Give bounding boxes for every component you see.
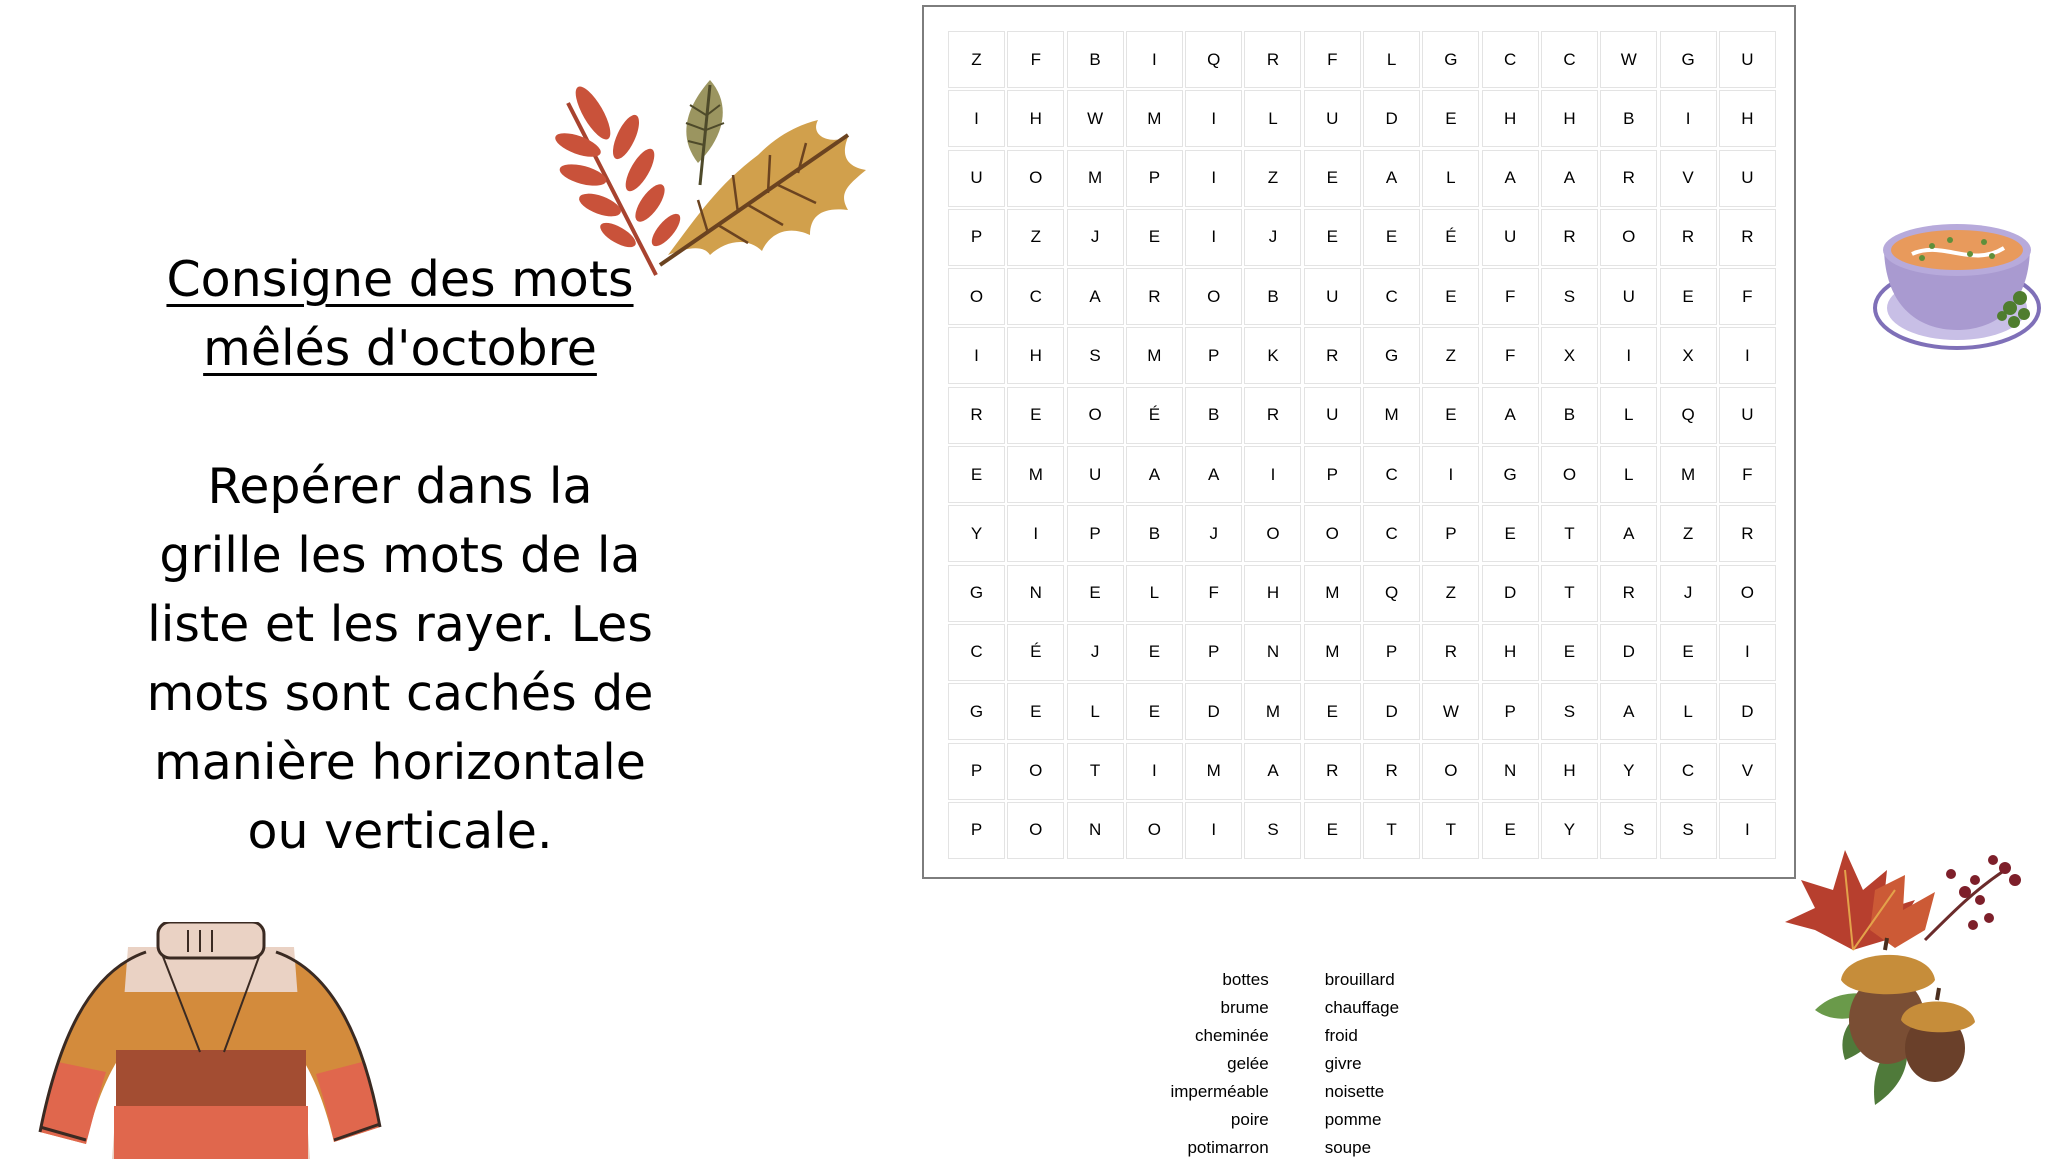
word-list-item: brouillard (1324, 970, 1395, 989)
grid-cell[interactable]: E (1126, 209, 1183, 266)
word-list-item: froid (1324, 1026, 1358, 1045)
grid-cell[interactable]: D (1185, 683, 1242, 740)
word-list-item: noisette (1324, 1082, 1385, 1101)
grid-cell[interactable]: R (1244, 31, 1301, 88)
grid-cell[interactable]: D (1363, 683, 1420, 740)
grid-cell[interactable]: B (1600, 90, 1657, 147)
grid-cell[interactable]: U (1304, 268, 1361, 325)
grid-cell[interactable]: P (1482, 683, 1539, 740)
grid-cell[interactable]: G (1482, 446, 1539, 503)
grid-cell[interactable]: I (1185, 209, 1242, 266)
grid-cell[interactable]: A (1541, 150, 1598, 207)
grid-cell[interactable]: E (1007, 683, 1064, 740)
grid-cell[interactable]: H (1719, 90, 1776, 147)
grid-cell[interactable]: R (1541, 209, 1598, 266)
grid-cell[interactable]: R (1719, 505, 1776, 562)
grid-cell[interactable]: F (1719, 268, 1776, 325)
grid-cell[interactable]: B (1126, 505, 1183, 562)
grid-cell[interactable]: R (1304, 327, 1361, 384)
grid-cell[interactable]: L (1244, 90, 1301, 147)
grid-cell[interactable]: É (1007, 624, 1064, 681)
grid-cell[interactable]: O (1244, 505, 1301, 562)
word-search-frame (922, 5, 1796, 879)
grid-cell[interactable]: P (948, 802, 1005, 859)
grid-cell[interactable]: F (1482, 268, 1539, 325)
grid-cell[interactable]: O (1126, 802, 1183, 859)
grid-cell[interactable]: C (1363, 505, 1420, 562)
grid-cell[interactable]: I (1007, 505, 1064, 562)
grid-cell[interactable]: Q (1185, 31, 1242, 88)
grid-cell[interactable]: H (1482, 90, 1539, 147)
grid-cell[interactable]: R (1126, 268, 1183, 325)
grid-cell[interactable]: G (1422, 31, 1479, 88)
grid-cell[interactable]: E (1126, 683, 1183, 740)
grid-cell[interactable]: P (1363, 624, 1420, 681)
grid-cell[interactable]: L (1600, 387, 1657, 444)
grid-cell[interactable]: P (1067, 505, 1124, 562)
grid-cell[interactable]: X (1541, 327, 1598, 384)
grid-cell[interactable]: L (1363, 31, 1420, 88)
grid-cell[interactable]: T (1422, 802, 1479, 859)
grid-cell[interactable]: F (1185, 565, 1242, 622)
grid-cell[interactable]: R (948, 387, 1005, 444)
grid-cell[interactable]: Z (1007, 209, 1064, 266)
grid-cell[interactable]: N (1007, 565, 1064, 622)
word-list (1140, 966, 1440, 1162)
grid-cell[interactable]: V (1660, 150, 1717, 207)
instructions-panel (140, 245, 660, 866)
grid-cell[interactable]: O (1007, 743, 1064, 800)
grid-cell[interactable]: A (1600, 505, 1657, 562)
grid-cell[interactable]: C (948, 624, 1005, 681)
grid-cell[interactable]: U (1600, 268, 1657, 325)
grid-cell[interactable]: A (1126, 446, 1183, 503)
grid-cell[interactable]: T (1541, 565, 1598, 622)
grid-cell[interactable]: G (948, 683, 1005, 740)
grid-cell[interactable]: K (1244, 327, 1301, 384)
grid-cell[interactable]: M (1660, 446, 1717, 503)
grid-cell[interactable]: I (1126, 743, 1183, 800)
instructions-title-line: mêlés d'octobre (203, 320, 597, 377)
grid-cell[interactable]: C (1007, 268, 1064, 325)
grid-cell[interactable]: R (1600, 565, 1657, 622)
grid-cell[interactable]: E (1007, 387, 1064, 444)
instructions-title-line: Consigne des mots (166, 251, 634, 308)
grid-cell[interactable]: Y (948, 505, 1005, 562)
grid-cell[interactable]: C (1660, 743, 1717, 800)
grid-cell[interactable]: I (1422, 446, 1479, 503)
grid-cell[interactable]: I (1600, 327, 1657, 384)
grid-cell[interactable]: F (1304, 31, 1361, 88)
grid-cell[interactable]: O (1007, 802, 1064, 859)
grid-cell[interactable]: U (1719, 387, 1776, 444)
grid-cell[interactable]: O (1541, 446, 1598, 503)
grid-cell[interactable]: E (1304, 802, 1361, 859)
grid-cell[interactable]: U (1719, 31, 1776, 88)
grid-cell[interactable]: D (1719, 683, 1776, 740)
grid-cell[interactable]: T (1363, 802, 1420, 859)
grid-cell[interactable]: O (1422, 743, 1479, 800)
grid-cell[interactable]: M (1304, 565, 1361, 622)
grid-cell[interactable]: E (948, 446, 1005, 503)
grid-cell[interactable]: I (1185, 90, 1242, 147)
grid-cell[interactable]: R (1660, 209, 1717, 266)
grid-cell[interactable]: B (1244, 268, 1301, 325)
grid-cell[interactable]: R (1244, 387, 1301, 444)
instructions-line: mots sont cachés de (146, 665, 654, 722)
grid-cell[interactable]: P (948, 743, 1005, 800)
grid-cell[interactable]: V (1719, 743, 1776, 800)
grid-cell[interactable]: O (1185, 268, 1242, 325)
grid-cell[interactable]: U (1067, 446, 1124, 503)
grid-cell[interactable]: I (948, 90, 1005, 147)
acorns-icon (1775, 830, 2035, 1105)
grid-cell[interactable]: I (1185, 802, 1242, 859)
grid-cell[interactable]: H (1541, 743, 1598, 800)
grid-cell[interactable]: N (1067, 802, 1124, 859)
grid-cell[interactable]: L (1126, 565, 1183, 622)
grid-cell[interactable]: M (1007, 446, 1064, 503)
grid-cell[interactable]: R (1719, 209, 1776, 266)
grid-cell[interactable]: Q (1660, 387, 1717, 444)
grid-cell[interactable]: H (1482, 624, 1539, 681)
instructions-line: ou verticale. (247, 803, 553, 860)
grid-cell[interactable]: U (1719, 150, 1776, 207)
grid-cell[interactable]: I (1185, 150, 1242, 207)
grid-cell[interactable]: Z (1422, 565, 1479, 622)
grid-cell[interactable]: M (1126, 90, 1183, 147)
grid-cell[interactable]: Q (1363, 565, 1420, 622)
autumn-leaves-icon (548, 75, 868, 285)
grid-cell[interactable]: I (948, 327, 1005, 384)
grid-cell[interactable]: C (1482, 31, 1539, 88)
grid-cell[interactable]: R (1422, 624, 1479, 681)
grid-cell[interactable]: E (1660, 268, 1717, 325)
grid-cell[interactable]: S (1660, 802, 1717, 859)
instructions-line: liste et les rayer. Les (147, 596, 653, 653)
grid-cell[interactable]: É (1126, 387, 1183, 444)
instructions-line: manière horizontale (154, 734, 646, 791)
grid-cell[interactable]: U (948, 150, 1005, 207)
grid-cell[interactable]: F (1719, 446, 1776, 503)
grid-cell[interactable]: U (1482, 209, 1539, 266)
grid-cell[interactable]: J (1067, 624, 1124, 681)
grid-cell[interactable]: A (1244, 743, 1301, 800)
grid-cell[interactable]: A (1600, 683, 1657, 740)
grid-cell[interactable]: L (1660, 683, 1717, 740)
grid-cell[interactable]: M (1363, 387, 1420, 444)
grid-cell[interactable]: G (1363, 327, 1420, 384)
grid-cell[interactable]: O (948, 268, 1005, 325)
grid-cell[interactable]: O (1007, 150, 1064, 207)
grid-cell[interactable]: L (1422, 150, 1479, 207)
soup-bowl-icon (1872, 210, 2042, 360)
grid-cell[interactable]: Y (1541, 802, 1598, 859)
grid-cell[interactable]: E (1541, 624, 1598, 681)
grid-cell[interactable]: X (1660, 327, 1717, 384)
grid-cell[interactable]: H (1244, 565, 1301, 622)
grid-cell[interactable]: W (1600, 31, 1657, 88)
word-list-item: bottes (1222, 970, 1269, 989)
grid-cell[interactable]: C (1363, 268, 1420, 325)
grid-cell[interactable]: A (1482, 387, 1539, 444)
grid-cell[interactable]: O (1600, 209, 1657, 266)
grid-cell[interactable]: Z (948, 31, 1005, 88)
grid-cell[interactable]: W (1067, 90, 1124, 147)
grid-cell[interactable]: O (1719, 565, 1776, 622)
grid-cell[interactable]: T (1067, 743, 1124, 800)
grid-cell[interactable]: R (1304, 743, 1361, 800)
grid-cell[interactable]: F (1482, 327, 1539, 384)
grid-cell[interactable]: L (1600, 446, 1657, 503)
grid-cell[interactable]: S (1600, 802, 1657, 859)
grid-cell[interactable]: S (1541, 268, 1598, 325)
grid-cell[interactable]: M (1185, 743, 1242, 800)
grid-cell[interactable]: P (1304, 446, 1361, 503)
instructions-line: Repérer dans la (207, 458, 593, 515)
grid-cell[interactable]: W (1422, 683, 1479, 740)
grid-cell[interactable]: E (1482, 505, 1539, 562)
grid-cell[interactable]: I (1660, 90, 1717, 147)
instructions-line: grille les mots de la (159, 527, 641, 584)
word-list-item: chauffage (1324, 998, 1400, 1017)
grid-cell[interactable]: B (1185, 387, 1242, 444)
word-search-grid (948, 31, 1776, 859)
grid-cell[interactable]: B (1541, 387, 1598, 444)
grid-cell[interactable]: I (1244, 446, 1301, 503)
grid-cell[interactable]: D (1482, 565, 1539, 622)
grid-cell[interactable]: A (1363, 150, 1420, 207)
grid-cell[interactable]: B (1067, 31, 1124, 88)
grid-cell[interactable]: J (1660, 565, 1717, 622)
word-list-right-column (1325, 966, 1440, 1162)
word-list-item: pomme (1324, 1110, 1382, 1129)
grid-cell[interactable]: J (1067, 209, 1124, 266)
grid-cell[interactable]: G (1660, 31, 1717, 88)
word-list-item: soupe (1324, 1138, 1372, 1157)
grid-cell[interactable]: Z (1422, 327, 1479, 384)
grid-cell[interactable]: E (1422, 268, 1479, 325)
grid-cell[interactable]: M (1304, 624, 1361, 681)
grid-cell[interactable]: E (1363, 209, 1420, 266)
grid-cell[interactable]: R (1600, 150, 1657, 207)
sweater-icon (28, 922, 392, 1159)
grid-cell[interactable]: H (1007, 90, 1064, 147)
grid-cell[interactable]: É (1422, 209, 1479, 266)
grid-cell[interactable]: J (1185, 505, 1242, 562)
grid-cell[interactable]: C (1541, 31, 1598, 88)
word-list-left-column (1140, 966, 1269, 1162)
grid-cell[interactable]: N (1482, 743, 1539, 800)
grid-cell[interactable]: G (948, 565, 1005, 622)
grid-cell[interactable]: M (1244, 683, 1301, 740)
grid-cell[interactable]: I (1719, 802, 1776, 859)
grid-cell[interactable]: E (1126, 624, 1183, 681)
grid-cell[interactable]: D (1600, 624, 1657, 681)
word-list-item: potimarron (1187, 1138, 1269, 1157)
grid-cell[interactable]: E (1660, 624, 1717, 681)
grid-cell[interactable]: S (1067, 327, 1124, 384)
grid-cell[interactable]: N (1244, 624, 1301, 681)
grid-cell[interactable]: A (1067, 268, 1124, 325)
grid-cell[interactable]: O (1067, 387, 1124, 444)
grid-cell[interactable]: E (1304, 683, 1361, 740)
word-list-item: cheminée (1195, 1026, 1269, 1045)
grid-cell[interactable]: O (1304, 505, 1361, 562)
grid-cell[interactable]: E (1304, 209, 1361, 266)
grid-cell[interactable]: E (1304, 150, 1361, 207)
grid-cell[interactable]: E (1422, 387, 1479, 444)
grid-cell[interactable]: U (1304, 90, 1361, 147)
word-list-item: givre (1324, 1054, 1362, 1073)
word-list-item: gelée (1227, 1054, 1269, 1073)
grid-cell[interactable]: E (1422, 90, 1479, 147)
grid-cell[interactable]: S (1541, 683, 1598, 740)
word-list-item: imperméable (1170, 1082, 1269, 1101)
grid-cell[interactable]: R (1363, 743, 1420, 800)
grid-cell[interactable]: P (1126, 150, 1183, 207)
grid-cell[interactable]: Y (1600, 743, 1657, 800)
grid-cell[interactable]: S (1244, 802, 1301, 859)
grid-cell[interactable]: P (1422, 505, 1479, 562)
grid-cell[interactable]: T (1541, 505, 1598, 562)
grid-cell[interactable]: P (948, 209, 1005, 266)
grid-cell[interactable]: A (1482, 150, 1539, 207)
grid-cell[interactable]: L (1067, 683, 1124, 740)
grid-cell[interactable]: H (1541, 90, 1598, 147)
grid-cell[interactable]: D (1363, 90, 1420, 147)
grid-cell[interactable]: I (1719, 624, 1776, 681)
grid-cell[interactable]: U (1304, 387, 1361, 444)
word-list-item: brume (1220, 998, 1269, 1017)
grid-cell[interactable]: C (1363, 446, 1420, 503)
grid-cell[interactable]: F (1007, 31, 1064, 88)
word-list-item: poire (1230, 1110, 1269, 1129)
grid-cell[interactable]: M (1126, 327, 1183, 384)
grid-cell[interactable]: I (1719, 327, 1776, 384)
grid-cell[interactable]: A (1185, 446, 1242, 503)
grid-cell[interactable]: H (1007, 327, 1064, 384)
grid-cell[interactable]: I (1126, 31, 1183, 88)
grid-cell[interactable]: Z (1244, 150, 1301, 207)
grid-cell[interactable]: E (1482, 802, 1539, 859)
grid-cell[interactable]: P (1185, 327, 1242, 384)
grid-cell[interactable]: E (1067, 565, 1124, 622)
instructions-body (140, 452, 660, 866)
grid-cell[interactable]: P (1185, 624, 1242, 681)
grid-cell[interactable]: M (1067, 150, 1124, 207)
grid-cell[interactable]: Z (1660, 505, 1717, 562)
grid-cell[interactable]: J (1244, 209, 1301, 266)
